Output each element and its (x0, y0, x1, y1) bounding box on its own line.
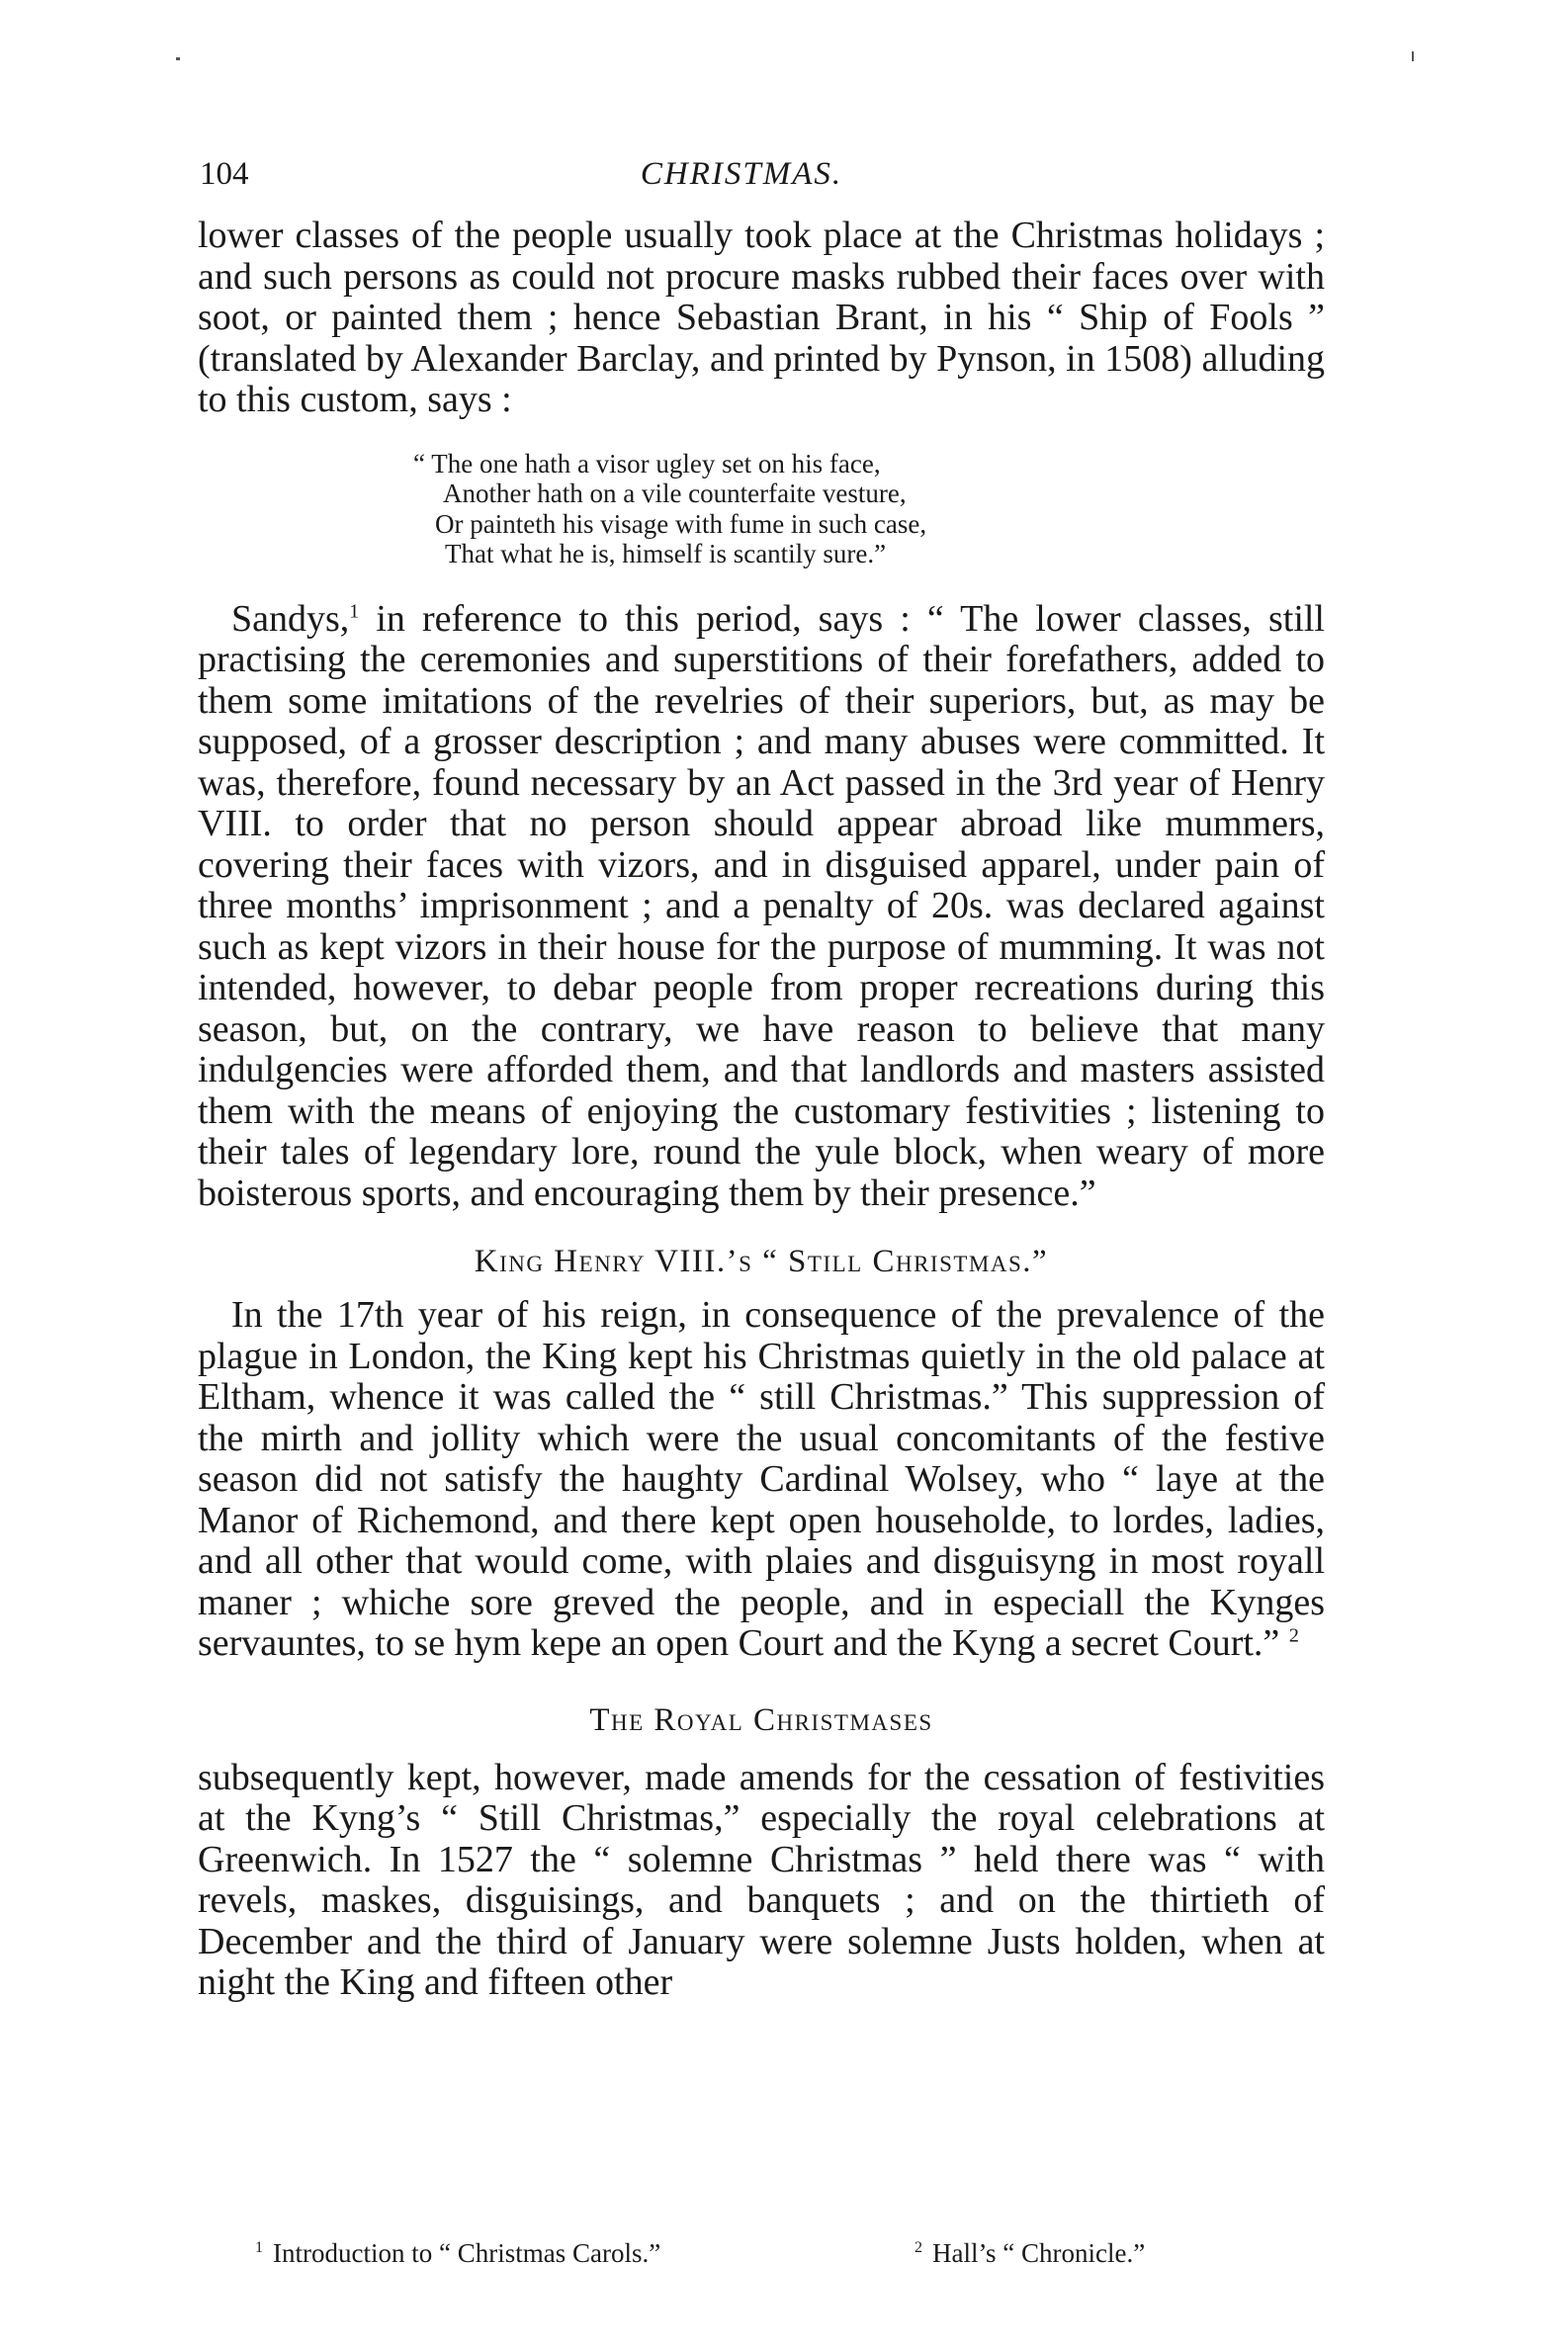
footnote-2 (915, 2236, 1145, 2270)
running-title: CHRISTMAS. (640, 156, 843, 192)
footnote-marker-2[interactable]: 2 (1288, 1624, 1299, 1647)
verse-line: Another hath on a vile counterfaite vesture, (443, 478, 907, 508)
paragraph-opening: lower classes of the people usually took place at the Christmas holidays ; and such persons as could not procure masks rubbed their faces over with soot, or painted them ; hence Sebastian Brant, in his “ Ship of Fools ” (translated by Alexander Barclay, and printed by Pynson, in 1508) alluding to this custom, says : (198, 215, 1325, 420)
book-page (198, 148, 1325, 2004)
verse-line: That what he is, himself is scantily sure.” (445, 539, 887, 568)
paragraph-sandys (198, 599, 1325, 1215)
footnote-2-marker: 2 (915, 2239, 922, 2256)
still-christmas-text: In the 17th year of his reign, in consequence of the prevalence of the plague in London, the King kept his Christmas quietly in the old palace at Eltham, whence it was called the “ still Christmas.” This suppression of the mirth and jollity which were the usual concomitants of the festive season did not satisfy the haughty Cardinal Wolsey, who “ laye at the Manor of Richemond, and there kept open householde, to lordes, ladies, and all other that would come, with plaies and disguisyng in most royall maner ; whiche sore greved the people, and in especiall the Kynges servauntes, to se hym kepe an open Court and the Kyng a secret Court.” (198, 1294, 1325, 1664)
verse-line: Or painteth his visage with fume in such case, (435, 508, 927, 539)
footnote-1 (255, 2236, 660, 2270)
page-number: 104 (200, 156, 249, 192)
paragraph-royal: subsequently kept, however, made amends for the cessation of festivities at the Kyng’s “ Still Christmas,” especially the royal celebrations at Greenwich. In 1527 the “ solemne Christmas ” held there was “ with revels, maskes, disguisings, and banquets ; and on the thirtieth of December and the third of January were solemne Justs holden, when at night the King and fifteen other (198, 1756, 1325, 2003)
scan-speck (1412, 51, 1414, 61)
verse-quotation (198, 449, 1325, 569)
section-heading-royal: The Royal Christmases (589, 1701, 933, 1738)
paragraph-still-christmas (198, 1295, 1325, 1665)
scan-speck (176, 57, 180, 60)
section-heading-henry: King Henry VIII.’s “ Still Christmas.” (474, 1244, 1049, 1279)
footnote-2-text: Hall’s “ Chronicle.” (932, 2238, 1146, 2268)
verse-line: “ The one hath a visor ugley set on his face, (413, 448, 881, 478)
running-head (198, 148, 1325, 208)
sandys-name: Sandys, (231, 597, 350, 640)
footnote-1-marker: 1 (255, 2239, 263, 2256)
footnote-1-text: Introduction to “ Christmas Carols.” (273, 2238, 661, 2268)
footnote-marker-1[interactable]: 1 (349, 599, 360, 622)
sandys-text: in reference to this period, says : “ The lower classes, still practising the ceremonies and superstitions of their forefathers, added to them some imitations of the revelries of their superiors, but, as may be supposed, of a grosser description ; and many abuses were committed. It was, therefore, found necessary by an Act passed in the 3rd year of Henry VIII. to order that no person should appear abroad like mummers, covering their faces with vizors, and in disguised apparel, under pain of three months’ imprisonment ; and a penalty of 20s. was declared against such as kept vizors in their house for the purpose of mumming. It was not intended, however, to debar people from proper recreations during this season, but, on the contrary, we have reason to believe that many indulgencies were afforded them, and that landlords and masters assisted them with the means of enjoying the customary festivities ; listening to their tales of legendary lore, round the yule block, when weary of more boisterous sports, and encouraging them by their presence.” (198, 597, 1325, 1214)
